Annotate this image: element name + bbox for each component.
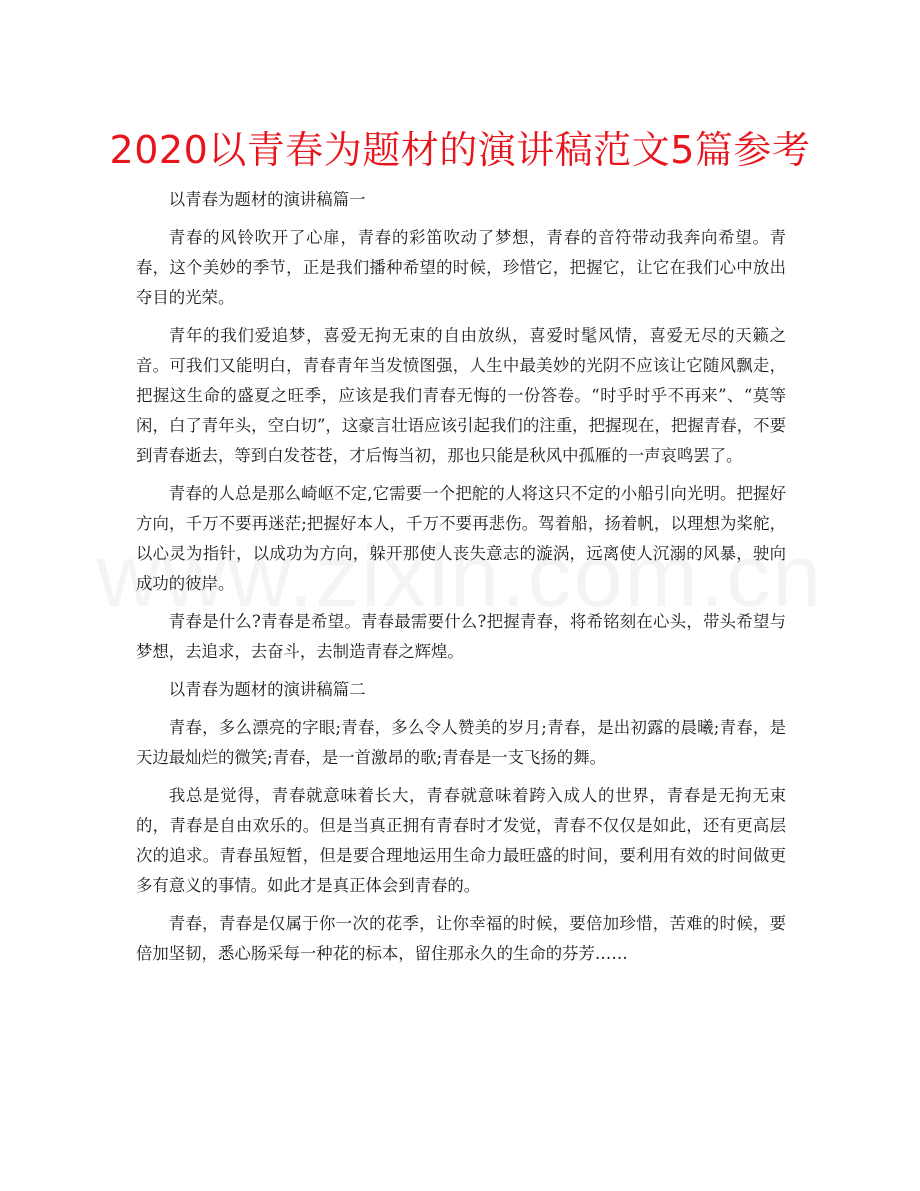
- document-body: [136, 185, 786, 977]
- paragraph: 青春的风铃吹开了心扉，青春的彩笛吹动了梦想，青春的音符带动我奔向希望。青春，这个美妙的季节，正是我们播种希望的时候，珍惜它，把握它，让它在我们心中放出夺目的光荣。: [136, 228, 786, 307]
- section-heading-2: 以青春为题材的演讲稿篇二: [168, 680, 366, 699]
- paragraph: 青春是什么?青春是希望。青春最需要什么?把握青春，将希铭刻在心头，带头希望与梦想，去追求，去奋斗，去制造青春之辉煌。: [136, 612, 786, 661]
- section-heading-1: 以青春为题材的演讲稿篇一: [168, 190, 366, 209]
- paragraph: 青春，多么漂亮的字眼;青春，多么令人赞美的岁月;青春，是出初露的晨曦;青春，是天边最灿烂的微笑;青春，是一首激昂的歌;青春是一支飞扬的舞。: [136, 718, 786, 767]
- paragraph: 我总是觉得，青春就意味着长大，青春就意味着跨入成人的世界，青春是无拘无束的，青春是自由欢乐的。但是当真正拥有青春时才发觉，青春不仅仅是如此，还有更高层次的追求。青春虽短暂，但是要合理地运用生命力最旺盛的时间，要利用有效的时间做更多有意义的事情。如此才是真正体会到青春的。: [136, 786, 786, 895]
- document-title: 2020以青春为题材的演讲稿范文5篇参考: [109, 128, 811, 172]
- paragraph: 青年的我们爱追梦，喜爱无拘无束的自由放纵，喜爱时髦风情，喜爱无尽的天籁之音。可我们又能明白，青春青年当发愤图强，人生中最美妙的光阴不应该让它随风飘走，把握这生命的盛夏之旺季，应该是我们青春无悔的一份答卷。“时乎时乎不再来”、“莫等闲，白了青年头，空白切”，这豪言壮语应该引起我们的注重，把握现在，把握青春，不要到青春逝去，等到白发苍苍，才后悔当初，那也只能是秋风中孤雁的一声哀鸣罢了。: [136, 326, 786, 465]
- paragraph: 青春，青春是仅属于你一次的花季，让你幸福的时候，要倍加珍惜，苦难的时候，要倍加坚韧，悉心肠采每一种花的标本，留住那永久的生命的芬芳……: [136, 914, 786, 963]
- paragraph: 青春的人总是那么崎岖不定,它需要一个把舵的人将这只不定的小船引向光明。把握好方向，千万不要再迷茫;把握好本人，千万不要再悲伤。驾着船，扬着帆，以理想为桨舵，以心灵为指针，以成功为方向，躲开那使人丧失意志的漩涡，远离使人沉溺的风暴，驶向成功的彼岸。: [136, 484, 786, 593]
